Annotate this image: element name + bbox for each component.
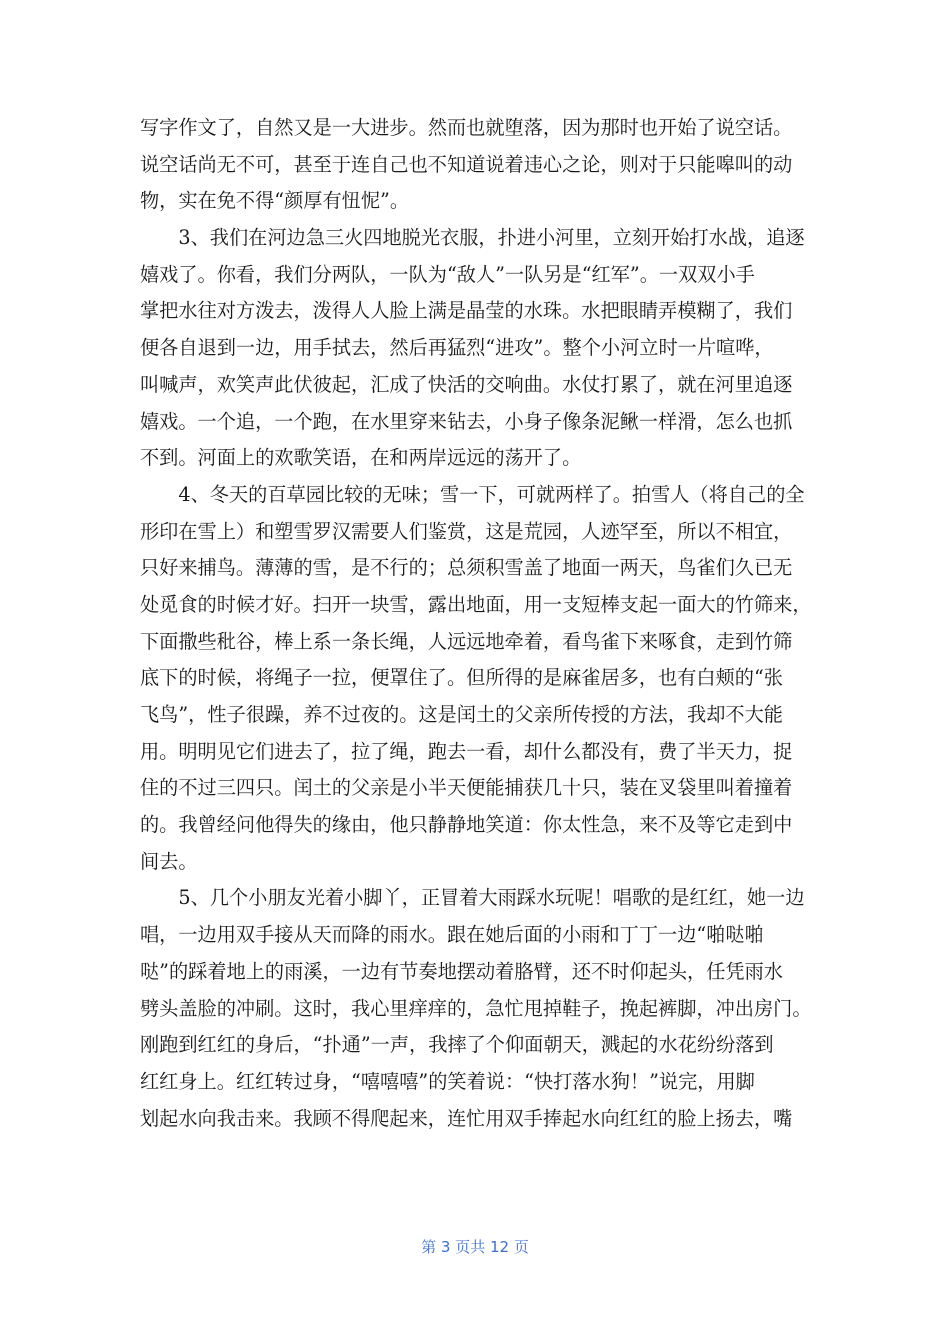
text-line: 说空话尚无不可，甚至于连自己也不知道说着违心之论，则对于只能嗥叫的动 bbox=[140, 152, 793, 176]
text-line: 叫喊声，欢笑声此伏彼起，汇成了快活的交响曲。水仗打累了，就在河里追逐 bbox=[140, 372, 793, 396]
text-line: 处觅食的时候才好。扫开一块雪，露出地面，用一支短棒支起一面大的竹筛来， bbox=[140, 592, 812, 616]
text-line: 划起水向我击来。我顾不得爬起来，连忙用双手捧起水向红红的脸上扬去，嘴 bbox=[140, 1106, 793, 1130]
text-line: 物，实在免不得“颜厚有忸怩”。 bbox=[140, 189, 410, 213]
text-line: 唱，一边用双手接从天而降的雨水。跟在她后面的小雨和丁丁一边“啪哒啪 bbox=[140, 923, 764, 947]
text-line: 5、几个小朋友光着小脚丫，正冒着大雨踩水玩呢！唱歌的是红红，她一边 bbox=[140, 886, 805, 910]
text-line: 写字作文了，自然又是一大进步。然而也就堕落，因为那时也开始了说空话。 bbox=[140, 116, 793, 139]
text-line: 便各自退到一边，用手拭去，然后再猛烈“进攻”。整个小河立时一片喧哗， bbox=[140, 336, 774, 360]
text-line: 掌把水往对方泼去，泼得人人脸上满是晶莹的水珠。水把眼睛弄模糊了，我们 bbox=[140, 299, 793, 323]
text-line: 用。明明见它们进去了，拉了绳，跑去一看，却什么都没有，费了半天力，捉 bbox=[140, 739, 793, 763]
text-line: 不到。河面上的欢歌笑语，在和两岸远远的荡开了。 bbox=[140, 446, 582, 470]
text-line: 嬉戏了。你看，我们分两队，一队为“敌人”一队另是“红军”。一双双小手 bbox=[140, 262, 755, 286]
text-line: 嬉戏。一个追，一个跑，在水里穿来钻去，小身子像条泥鳅一样滑，怎么也抓 bbox=[140, 409, 793, 433]
text-line: 下面撒些秕谷，棒上系一条长绳，人远远地牵着，看鸟雀下来啄食，走到竹筛 bbox=[140, 629, 793, 653]
text-line: 形印在雪上）和塑雪罗汉需要人们鉴赏，这是荒园，人迹罕至，所以不相宜， bbox=[140, 519, 793, 543]
text-line: 哒”的踩着地上的雨溪，一边有节奏地摆动着胳臂，还不时仰起头，任凭雨水 bbox=[140, 959, 783, 983]
text-line: 间去。 bbox=[140, 849, 198, 873]
text-line: 红红身上。红红转过身，“嘻嘻嘻”的笑着说：“快打落水狗！”说完，用脚 bbox=[140, 1069, 755, 1093]
text-line: 4、冬天的百草园比较的无味；雪一下，可就两样了。拍雪人（将自己的全 bbox=[140, 482, 805, 506]
text-line: 刚跑到红红的身后，“扑通”一声，我摔了个仰面朝天，溅起的水花纷纷落到 bbox=[140, 1033, 774, 1057]
text-line: 底下的时候，将绳子一拉，便罩住了。但所得的是麻雀居多，也有白颊的“张 bbox=[140, 666, 783, 690]
text-line: 只好来捕鸟。薄薄的雪，是不行的；总须积雪盖了地面一两天，鸟雀们久已无 bbox=[140, 556, 793, 580]
text-line: 飞鸟”，性子很躁，养不过夜的。这是闰土的父亲所传授的方法，我却不大能 bbox=[140, 703, 783, 726]
text-line: 的。我曾经问他得失的缘由，他只静静地笑道：你太性急，来不及等它走到中 bbox=[140, 813, 793, 837]
text-line: 劈头盖脸的冲刷。这时，我心里痒痒的，急忙甩掉鞋子，挽起裤脚，冲出房门。 bbox=[140, 996, 812, 1020]
body-text bbox=[140, 110, 812, 1137]
page-number: 第 3 页共 12 页 bbox=[421, 1238, 529, 1256]
text-line: 3、我们在河边急三火四地脱光衣服，扑进小河里，立刻开始打水战，追逐 bbox=[140, 226, 805, 250]
text-line: 住的不过三四只。闰土的父亲是小半天便能捕获几十只，装在叉袋里叫着撞着 bbox=[140, 776, 793, 800]
